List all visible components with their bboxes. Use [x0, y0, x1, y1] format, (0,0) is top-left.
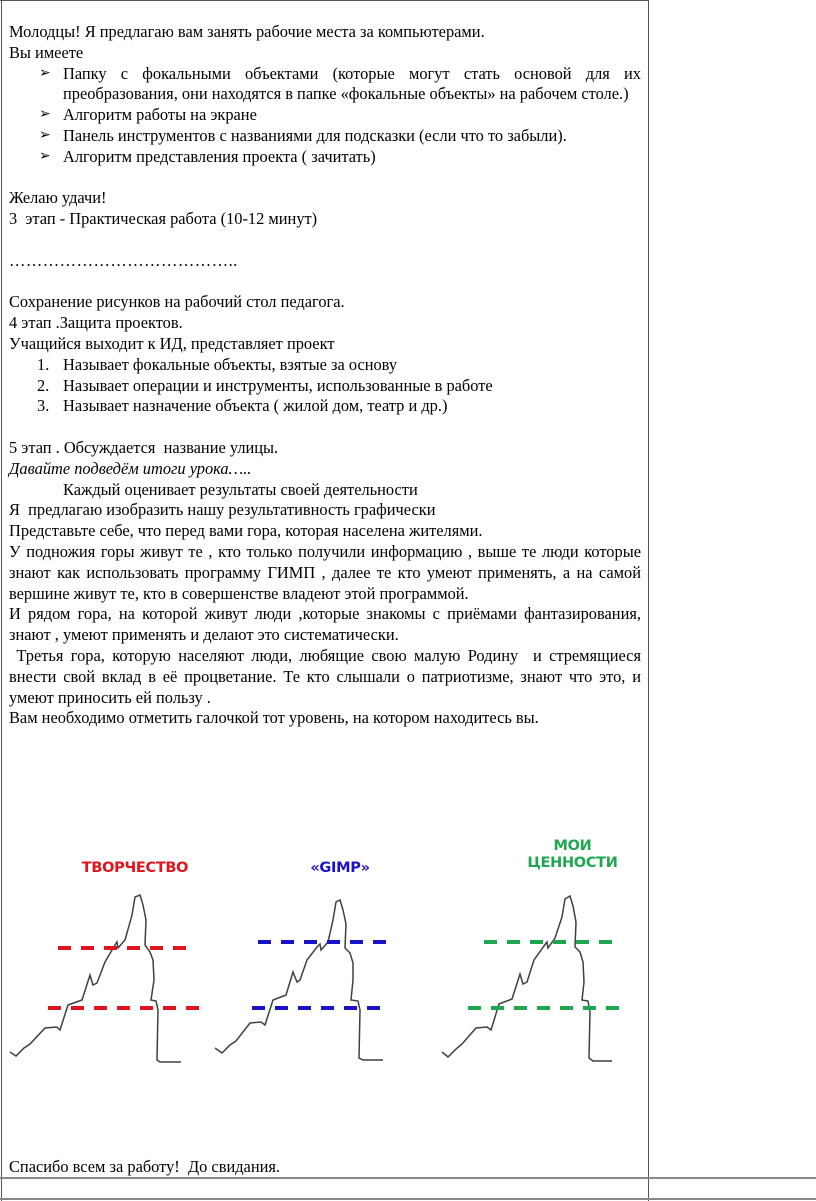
arrow-bullet-icon: ➢ — [39, 127, 51, 143]
table-border-bottom — [0, 1198, 816, 1200]
list-item: 2. Называет операции и инструменты, использованные в работе — [37, 375, 493, 395]
list-item: ➢ Алгоритм представления проекта ( зачитать) — [39, 146, 376, 166]
student-presents-line: Учащийся выходит к ИД, представляет проект — [9, 333, 335, 353]
mountain-gimp — [215, 900, 388, 1060]
table-border-top — [0, 0, 649, 1]
mountain-title-values: МОИ ЦЕННОСТИ — [527, 838, 618, 871]
placeholder-dots: ………………………………….. — [9, 250, 238, 270]
mountain-outline — [10, 895, 181, 1062]
mountain-title-creativity: ТВОРЧЕСТВО — [81, 860, 189, 876]
farewell-line: Спасибо всем за работу! До свидания. — [9, 1157, 281, 1176]
mountain-outline — [215, 900, 383, 1060]
list-item: ➢ Панель инструментов с названиями для подсказки (если что то забыли). — [39, 125, 567, 145]
mountain-outline — [442, 896, 612, 1061]
presentation-steps-list — [9, 355, 641, 417]
mountain-one-paragraph: У подножия горы живут те , кто только получили информацию , выше те люди которые знают как использовать программу ГИМП , далее те кто умеют применять, а на самой вершине живут те, кто в совершенстве владеют этой программой. — [9, 541, 646, 603]
mountains-diagram — [0, 820, 648, 1070]
spacer — [9, 168, 641, 189]
spacer — [9, 230, 641, 251]
good-luck-line: Желаю удачи! — [9, 188, 107, 208]
list-item: ➢ Алгоритм работы на экране — [39, 105, 257, 125]
mountain-two-paragraph: И рядом гора, на которой живут люди ,которые знакомы с приёмами фантазирования, знают , умеют применять и делают это систематически. — [9, 604, 646, 645]
table-column-divider — [648, 0, 649, 1201]
spacer — [9, 417, 641, 438]
stage-5-heading: 5 этап . Обсуждается название улицы. — [9, 437, 279, 457]
arrow-bullet-icon: ➢ — [39, 107, 51, 123]
mountains-svg — [0, 820, 648, 1070]
save-drawings-line: Сохранение рисунков на рабочий стол педагога. — [9, 292, 345, 312]
intro-have-line: Вы имеете — [9, 42, 84, 62]
lesson-plan-text — [9, 22, 646, 729]
mountain-title-gimp: «GIMP» — [310, 860, 370, 876]
stage-4-heading: 4 этап .Защита проектов. — [9, 313, 183, 333]
resources-list — [9, 64, 641, 168]
arrow-bullet-icon: ➢ — [39, 148, 51, 164]
intro-line: Молодцы! Я предлагаю вам занять рабочие места за компьютерами. — [9, 22, 485, 41]
stage-3-heading: 3 этап - Практическая работа (10-12 минут) — [9, 209, 318, 229]
mountain-three-paragraph: Третья гора, которую населяют люди, любящие свою малую Родину и стремящиеся внести свой вклад в её процветание. Те кто слышали о патриотизме, знают что это, и умеют приносить ей пользу . — [9, 645, 646, 707]
mountain-creativity — [10, 895, 200, 1062]
list-item: 1. Называет фокальные объекты, взятые за основу — [37, 354, 398, 374]
list-item: ➢ Папку с фокальными объектами (которые могут стать основой для их преобразования, они находятся в папке «фокальные объекты» на рабочем столе.) — [39, 63, 641, 104]
mountain-values — [442, 896, 622, 1061]
list-item: 3. Называет назначение объекта ( жилой дом, театр и др.) — [37, 396, 448, 416]
instruction-line: Вам необходимо отметить галочкой тот уровень, на котором находитесь вы. — [9, 708, 539, 728]
propose-line: Я предлагаю изобразить нашу результативность графически — [9, 500, 436, 520]
summary-italic-line: Давайте подведём итоги урока….. — [9, 458, 252, 478]
evaluate-line: Каждый оценивает результаты своей деятельности — [63, 479, 418, 499]
spacer — [9, 272, 641, 293]
imagine-line: Представьте себе, что перед вами гора, которая населена жителями. — [9, 521, 483, 541]
arrow-bullet-icon: ➢ — [39, 65, 51, 81]
